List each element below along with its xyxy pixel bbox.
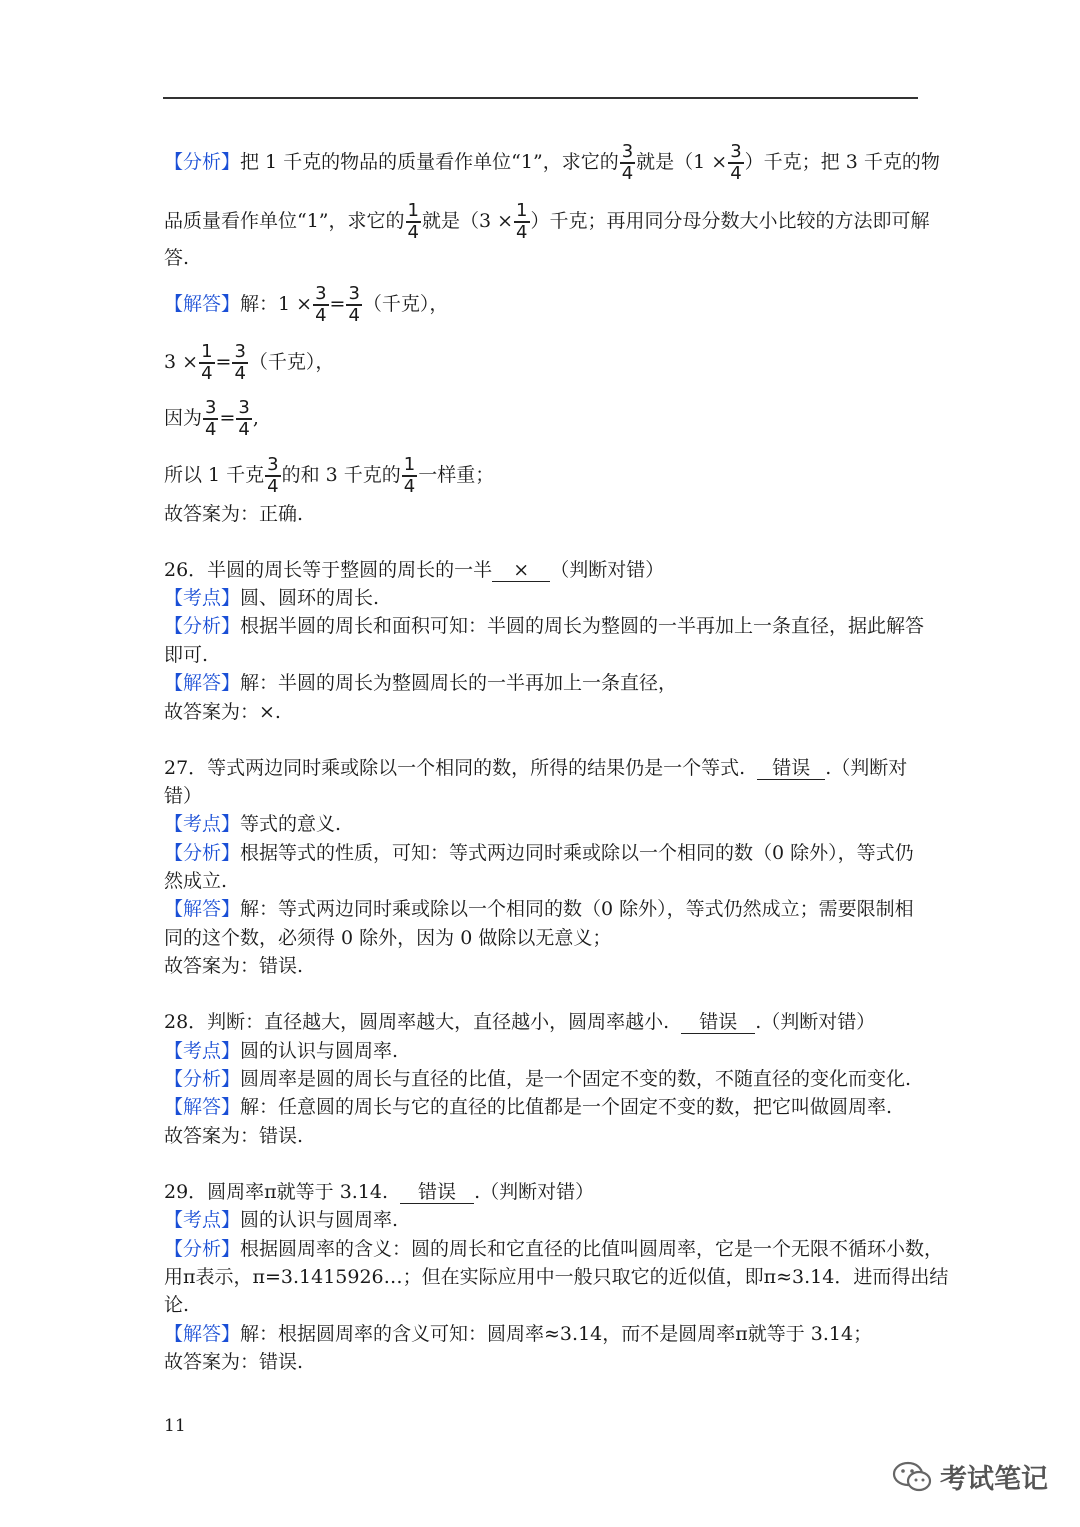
text: ）千克；把 3 千克的物 [744,150,940,173]
fraction-3-4 [203,398,218,440]
q26-analysis-1 [164,612,924,640]
answer-blank: × [492,559,550,582]
fraction-3-4 [728,142,743,184]
text: 把 1 千克的物品的质量看作单位“1”，求它的 [240,150,619,173]
text: 29．圆周率π就等于 3.14. [164,1181,389,1203]
text: , [252,406,259,429]
numerator: 3 [267,454,279,475]
numerator: 3 [205,397,217,418]
equals-sign: = [329,292,346,315]
denominator: 4 [348,304,360,326]
watermark [892,1457,1048,1496]
numerator: 1 [407,200,419,221]
q26-point [164,584,379,612]
fraction-3-4 [232,342,247,384]
intro-answer-line-4 [164,455,494,497]
text: （千克）， [248,350,335,373]
q27-analysis-1 [164,839,914,867]
denominator: 4 [238,418,250,440]
page-number: 11 [164,1416,186,1436]
text: （千克）， [362,292,449,315]
denominator: 4 [730,162,742,184]
q28-stem [164,1008,875,1036]
denominator: 4 [267,475,279,497]
text: 根据圆周率的含义：圆的周长和它直径的比值叫圆周率，它是一个无限不循环小数， [240,1238,944,1260]
q27-stem [164,754,907,782]
q28-analysis-1 [164,1065,911,1093]
text: 因为 [164,406,203,429]
answer-blank: 错误 [757,757,825,780]
numerator: 1 [201,341,213,362]
analysis-tag: 【分析】 [164,150,241,173]
intro-analysis-line-3: 答. [164,247,190,269]
analysis-tag: 【分析】 [164,1068,241,1090]
q27-point [164,810,341,838]
equals-sign: = [219,406,236,429]
q28-answer-2: 故答案为：错误. [164,1125,304,1147]
q26-answer-2: 故答案为：×. [164,701,281,723]
text: （判断对错） [550,559,665,581]
text: .（判断对错） [474,1181,595,1203]
analysis-tag: 【分析】 [164,615,241,637]
text: 一样重； [418,463,495,486]
text: 解：根据圆周率的含义可知：圆周率≈3.14，而不是圆周率π就等于 3.14； [240,1323,873,1345]
denominator: 4 [201,362,213,384]
answer-tag: 【解答】 [164,672,241,694]
q26-stem [164,556,664,584]
q29-answer-1 [164,1320,872,1348]
q26-answer-1 [164,669,677,697]
answer-tag: 【解答】 [164,1323,241,1345]
text: 圆、圆环的周长. [240,587,380,609]
denominator: 4 [234,362,246,384]
q29-point [164,1206,398,1234]
fraction-3-4 [346,284,361,326]
q27-answer-1 [164,895,914,923]
point-tag: 【考点】 [164,1209,241,1231]
text: 圆的认识与圆周率. [240,1040,399,1062]
numerator: 1 [403,454,416,475]
watermark-text: 考试笔记 [940,1464,1048,1495]
text: 26．半圆的周长等于整圆的周长的一半 [164,559,493,581]
fraction-3-4 [620,142,635,184]
numerator: 3 [234,341,246,362]
numerator: 3 [621,141,634,162]
fraction-3-4 [265,455,280,497]
q28-point [164,1037,398,1065]
text: 解：1 × [240,292,313,315]
q29-analysis-3: 论. [164,1294,190,1316]
text: 圆的认识与圆周率. [240,1209,399,1231]
intro-answer-line-1 [164,284,448,326]
text: 品质量看作单位“1”，求它的 [164,209,405,232]
text: 3 × [164,350,199,373]
intro-answer-line-3 [164,398,259,440]
q27-analysis-2: 然成立. [164,870,228,892]
text: 的和 3 千克的 [281,463,401,486]
text: 根据半圆的周长和面积可知：半圆的周长为整圆的一半再加上一条直径，据此解答 [240,615,925,637]
denominator: 4 [403,475,416,497]
q27-stem-2: 错） [164,785,203,807]
text: 解：任意圆的周长与它的直径的比值都是一个固定不变的数，把它叫做圆周率. [240,1096,893,1118]
text: .（判断对 [825,757,908,779]
text: 28．判断：直径越大，圆周率越大，直径越小，圆周率越小. [164,1011,670,1033]
answer-blank: 错误 [681,1011,755,1034]
text: 就是（3 × [421,209,514,232]
text: 解：半圆的周长为整圆周长的一半再加上一条直径， [240,672,678,694]
intro-analysis-line-2 [164,201,930,243]
header-rule [163,97,918,99]
q29-analysis-1 [164,1235,943,1263]
q29-answer-2: 故答案为：错误. [164,1351,304,1373]
fraction-1-4 [199,342,214,384]
text: 就是（1 × [636,150,728,173]
numerator: 3 [238,397,250,418]
text: 圆周率是圆的周长与直径的比值，是一个固定不变的数，不随直径的变化而变化. [240,1068,912,1090]
denominator: 4 [315,304,327,326]
q26-analysis-2: 即可. [164,644,209,666]
q27-answer-2: 同的这个数，必须得 0 除外，因为 0 做除以无意义； [164,927,612,949]
analysis-tag: 【分析】 [164,842,241,864]
fraction-1-4 [514,201,529,243]
denominator: 4 [621,162,634,184]
equals-sign: = [215,350,232,373]
q29-analysis-2: 用π表示，π=3.1415926…；但在实际应用中一般只取它的近似值，即π≈3.14．进而得出结 [164,1266,949,1288]
numerator: 3 [348,283,360,304]
numerator: 3 [730,141,742,162]
denominator: 4 [516,221,528,243]
text: 等式的意义. [240,813,342,835]
text: 27．等式两边同时乘或除以一个相同的数，所得的结果仍是一个等式. [164,757,746,779]
point-tag: 【考点】 [164,813,241,835]
answer-blank: 错误 [400,1181,474,1204]
intro-analysis-line-1 [164,142,940,184]
numerator: 1 [516,200,528,221]
point-tag: 【考点】 [164,587,241,609]
q28-answer-1 [164,1093,892,1121]
analysis-tag: 【分析】 [164,1238,241,1260]
text: 解：等式两边同时乘或除以一个相同的数（0 除外），等式仍然成立；需要限制相 [240,898,914,920]
fraction-1-4 [406,201,421,243]
wechat-icon [892,1460,934,1494]
answer-tag: 【解答】 [164,292,241,315]
text: .（判断对错） [755,1011,876,1033]
q29-stem [164,1178,594,1206]
fraction-3-4 [313,284,328,326]
answer-tag: 【解答】 [164,1096,241,1118]
answer-tag: 【解答】 [164,898,241,920]
intro-answer-line-5: 故答案为：正确. [164,503,304,525]
text: 所以 1 千克 [164,463,265,486]
text: ）千克；再用同分母分数大小比较的方法即可解 [530,209,930,232]
denominator: 4 [407,221,419,243]
intro-answer-line-2 [164,342,334,384]
numerator: 3 [315,283,327,304]
fraction-3-4 [236,398,251,440]
q27-answer-3: 故答案为：错误. [164,955,304,977]
denominator: 4 [205,418,217,440]
text: 根据等式的性质，可知：等式两边同时乘或除以一个相同的数（0 除外），等式仍 [240,842,914,864]
point-tag: 【考点】 [164,1040,241,1062]
fraction-1-4 [402,455,417,497]
